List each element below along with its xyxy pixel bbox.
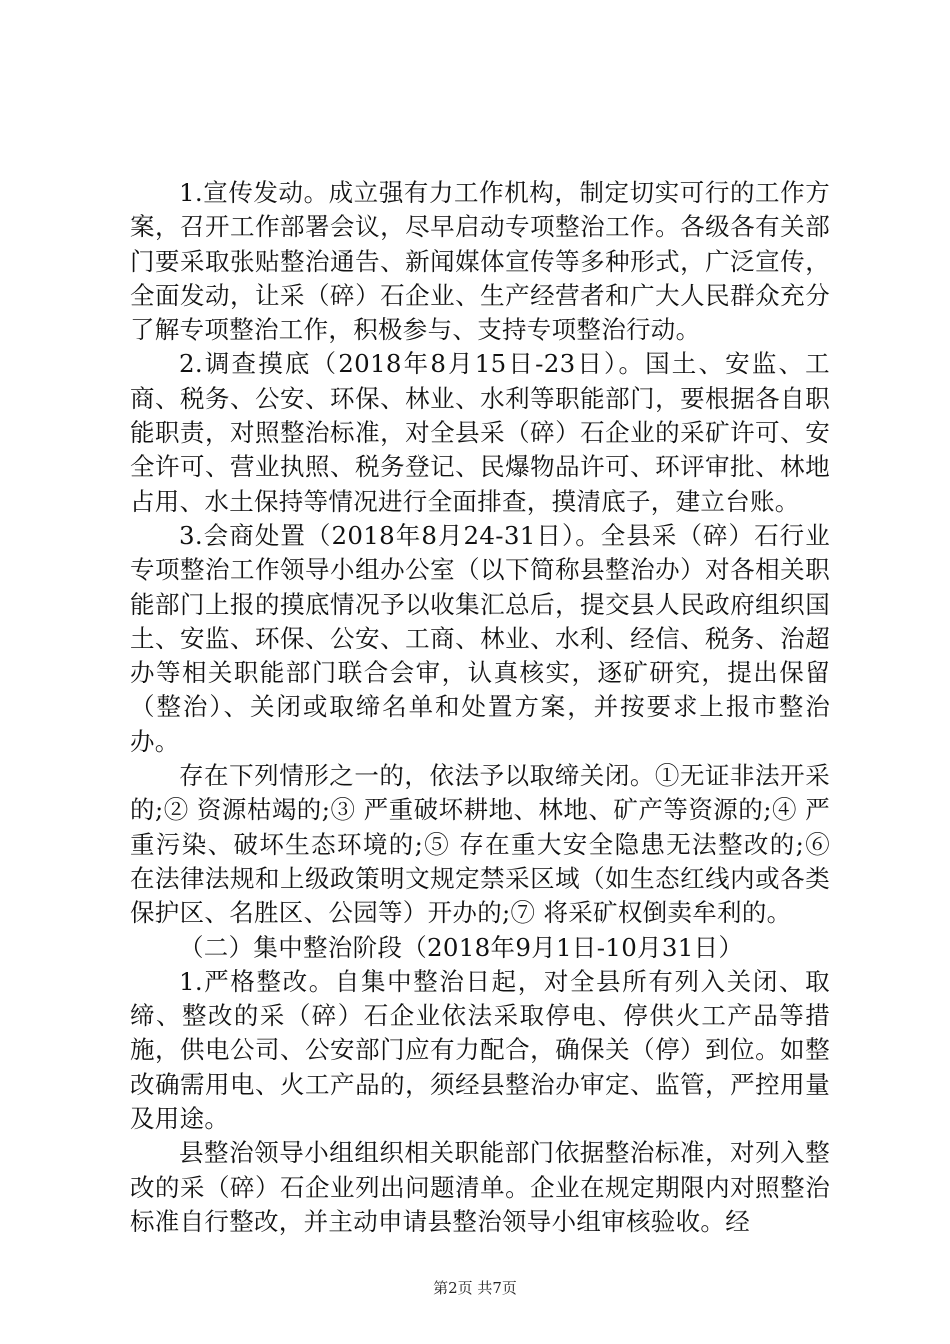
- paragraph-publicity-mobilization: 1.宣传发动。成立强有力工作机构，制定切实可行的工作方案，召开工作部署会议，尽早启动专项整治工作。各级各有关部门要采取张贴整治通告、新闻媒体宣传等多种形式，广泛宣传，全面发动，让采（碎）石企业、生产经营者和广大人民群众充分了解专项整治工作，积极参与、支持专项整治行动。: [130, 178, 830, 345]
- document-body: [130, 176, 830, 1239]
- paragraph-problem-list: 县整治领导小组组织相关职能部门依据整治标准，对列入整改的采（碎）石企业列出问题清单。企业在规定期限内对照整治标准自行整改，并主动申请县整治领导小组审核验收。经: [130, 1138, 830, 1236]
- paragraph-closure-conditions: 存在下列情形之一的，依法予以取缔关闭。①无证非法开采的;② 资源枯竭的;③ 严重破坏耕地、林地、矿产等资源的;④ 严重污染、破坏生态环境的;⑤ 存在重大安全隐患无法整改的;⑥ 在法律法规和上级政策明文规定禁采区域（如生态红线内或各类保护区、名胜区、公园等）开办的;⑦ 将采矿权倒卖牟利的。: [130, 761, 830, 928]
- page-number-footer: 第2页 共7页: [433, 1279, 517, 1297]
- section-heading-concentrated-rectification: （二）集中整治阶段（2018年9月1日-10月31日）: [179, 932, 744, 962]
- paragraph-survey-investigation: 2.调查摸底（2018年8月15日-23日）。国土、安监、工商、税务、公安、环保、林业、水利等职能部门，要根据各自职能职责，对照整治标准，对全县采（碎）石企业的采矿许可、安全许可、营业执照、税务登记、民爆物品许可、环评审批、林地占用、水土保持等情况进行全面排查，摸清底子，建立台账。: [130, 349, 830, 516]
- paragraph-consultation-disposal: 3.会商处置（2018年8月24-31日）。全县采（碎）石行业专项整治工作领导小组办公室（以下简称县整治办）对各相关职能部门上报的摸底情况予以收集汇总后，提交县人民政府组织国土、安监、环保、公安、工商、林业、水利、经信、税务、治超办等相关职能部门联合会审，认真核实，逐矿研究，提出保留（整治）、关闭或取缔名单和处置方案，并按要求上报市整治办。: [130, 520, 830, 756]
- paragraph-strict-rectification: 1.严格整改。自集中整治日起，对全县所有列入关闭、取缔、整改的采（碎）石企业依法采取停电、停供火工产品等措施，供电公司、公安部门应有力配合，确保关（停）到位。如整改确需用电、火工产品的，须经县整治办审定、监管，严控用量及用途。: [130, 966, 830, 1134]
